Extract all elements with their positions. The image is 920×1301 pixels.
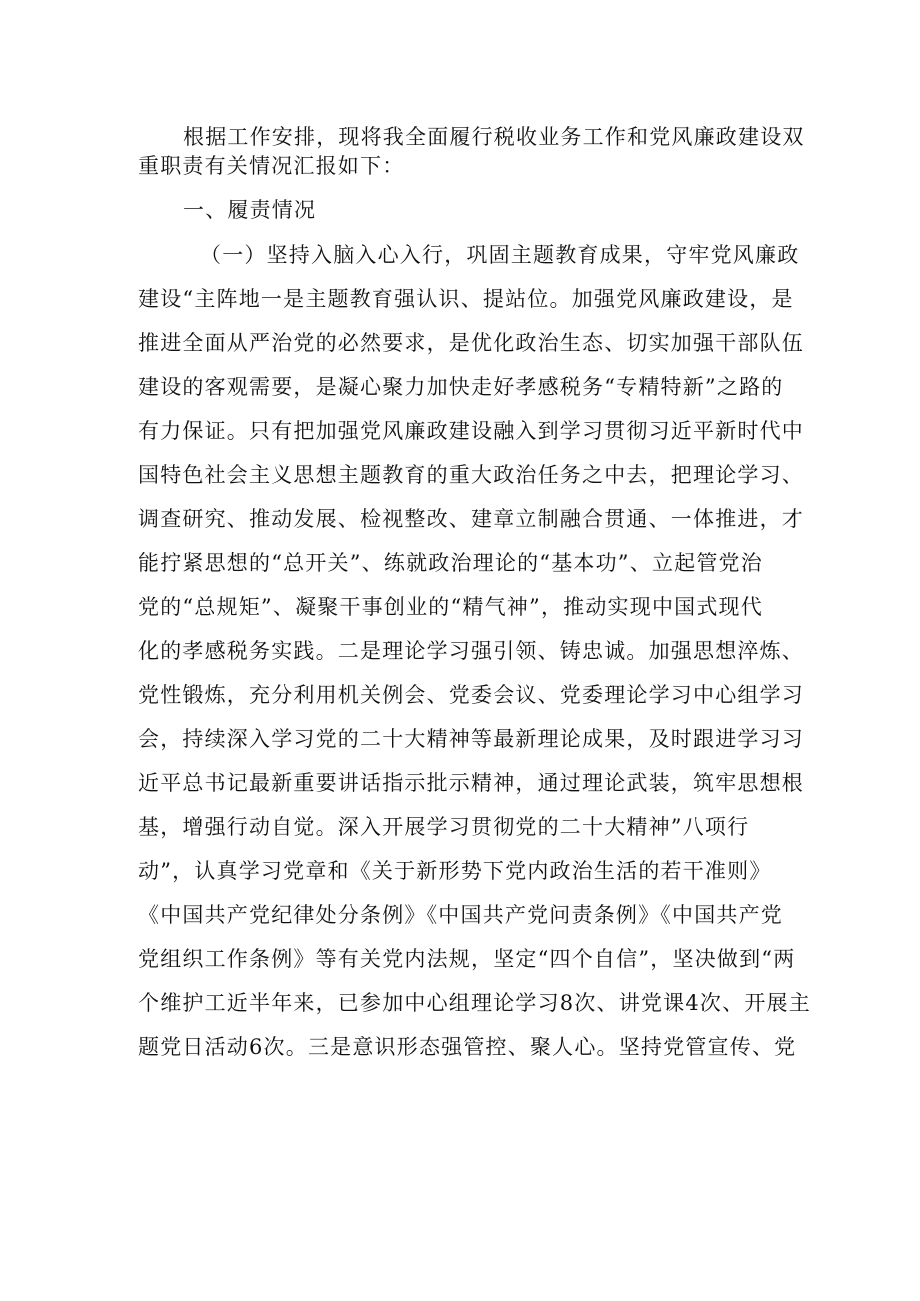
text-line: 国特色社会主义思想主题教育的重大政治任务之中去，把理论学习、 xyxy=(138,463,804,487)
text-line: （一）坚持入脑入心入行，巩固主题教育成果，守牢党风廉政 xyxy=(200,243,800,267)
text-line: 近平总书记最新重要讲话指示批示精神，通过理论武装，筑牢思想根 xyxy=(138,771,804,795)
text-line: 动”，认真学习党章和《关于新形势下党内政治生活的若干准则》 xyxy=(138,859,772,883)
text-line: 有力保证。只有把加强党风廉政建设融入到学习贯彻习近平新时代中 xyxy=(138,419,804,443)
text-line: 根据工作安排，现将我全面履行税收业务工作和党风廉政建设双 xyxy=(183,125,805,149)
text-line: 《中国共产党纪律处分条例》《中国共产党问责条例》《中国共产党 xyxy=(138,903,783,927)
text-line: 个维护工近半年来，已参加中心组理论学习8次、讲党课4次、开展主 xyxy=(138,991,811,1015)
text-line: 党性锻炼，充分利用机关例会、党委会议、党委理论学习中心组学习 xyxy=(138,683,804,707)
text-line: 党组织工作条例》等有关党内法规，坚定“四个自信”，坚决做到“两 xyxy=(138,947,796,971)
text-line: 重职责有关情况汇报如下： xyxy=(138,154,405,178)
text-line: 推进全面从严治党的必然要求，是优化政治生态、切实加强干部队伍 xyxy=(138,331,804,355)
text-line: 题党日活动6次。三是意识形态强管控、聚人心。坚持党管宣传、党 xyxy=(138,1035,797,1059)
section-heading: 一、履责情况 xyxy=(183,198,317,222)
text-line: 会，持续深入学习党的二十大精神等最新理论成果，及时跟进学习习 xyxy=(138,727,804,751)
text-line: 建设“主阵地一是主题教育强认识、提站位。加强党风廉政建设，是 xyxy=(138,287,794,311)
text-line: 调查研究、推动发展、检视整改、建章立制融合贯通、一体推进，才 xyxy=(138,507,804,531)
text-line: 基，增强行动自觉。深入开展学习贯彻党的二十大精神”八项行 xyxy=(138,815,750,839)
text-line: 能拧紧思想的“总开关”、练就政治理论的“基本功”、立起管党治 xyxy=(138,551,763,575)
text-line: 化的孝感税务实践。二是理论学习强引领、铸忠诚。加强思想淬炼、 xyxy=(138,639,804,663)
text-line: 党的“总规矩”、凝聚干事创业的“精气神”，推动实现中国式现代 xyxy=(138,595,763,619)
text-line: 建设的客观需要，是凝心聚力加快走好孝感税务“专精特新”之路的 xyxy=(138,375,784,399)
